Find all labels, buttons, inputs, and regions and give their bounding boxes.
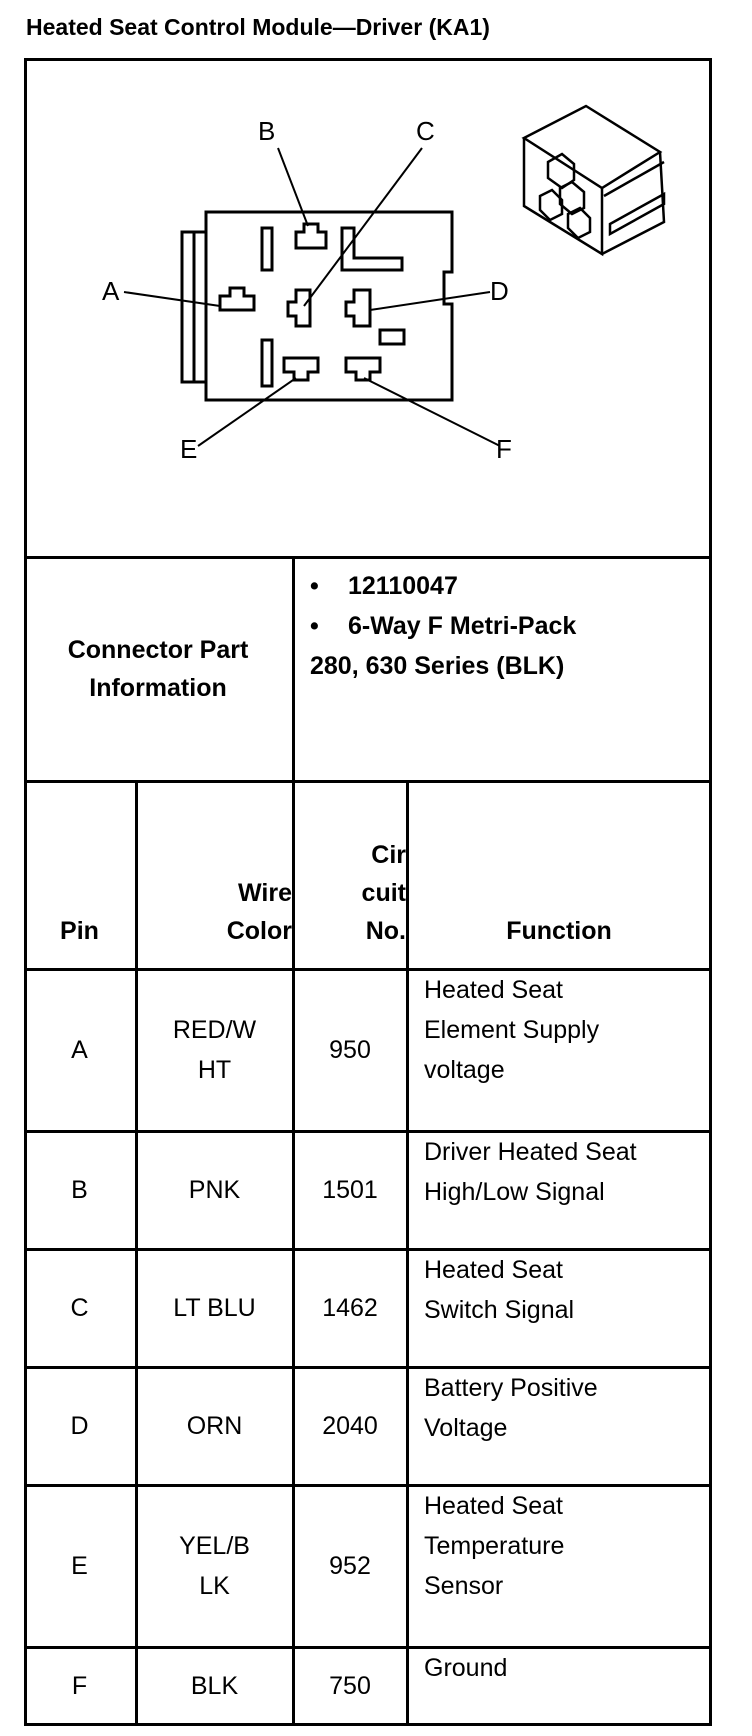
table-cell-line: Heated Seat xyxy=(424,1492,563,1520)
table-cell-line: Sensor xyxy=(424,1572,504,1600)
table-cell-line: A xyxy=(71,1036,88,1064)
header-wire-color: Wire Color xyxy=(226,879,292,945)
table-cell-line: Heated Seat xyxy=(424,1256,563,1284)
pin-label-a: A xyxy=(102,276,120,306)
table-cell-line: PNK xyxy=(188,1176,241,1204)
table-cell-line: BLK xyxy=(190,1671,239,1700)
table-cell-line: High/Low Signal xyxy=(424,1178,605,1206)
pin-label-d: D xyxy=(490,276,509,306)
table-cell-line: LT BLU xyxy=(173,1294,256,1322)
table-cell-pin xyxy=(24,1486,135,1646)
table-cell-line: Heated Seat xyxy=(424,976,563,1004)
part-number: 12110047 xyxy=(348,572,458,600)
table-cell-line: RED/W xyxy=(172,1016,257,1044)
table-cell-wire xyxy=(137,1250,292,1366)
table-cell-line: Element Supply xyxy=(424,1016,600,1044)
table-cell-pin xyxy=(24,1132,135,1248)
connector-series: 280, 630 Series (BLK) xyxy=(310,652,565,680)
page-title: Heated Seat Control Module—Driver (KA1) xyxy=(26,14,490,40)
table-cell-line: LK xyxy=(199,1572,230,1600)
table-cell-line: B xyxy=(71,1176,88,1204)
table-cell-wire xyxy=(137,1486,292,1646)
table-cell-line: Ground xyxy=(424,1654,508,1682)
table-cell-line: HT xyxy=(197,1056,232,1084)
table-cell-line: 750 xyxy=(329,1671,371,1700)
table-cell-line: Battery Positive xyxy=(424,1374,598,1402)
connector-part-label-line2: Information xyxy=(89,674,227,702)
table-cell-wire xyxy=(137,970,292,1130)
header-function: Function xyxy=(506,917,612,945)
header-circuit-no: Cir cuit No. xyxy=(361,841,406,945)
pin-label-f: F xyxy=(496,434,512,464)
table-cell-line: 1501 xyxy=(322,1176,378,1204)
table-cell-line: voltage xyxy=(424,1056,505,1084)
table-cell-line: 2040 xyxy=(322,1412,378,1440)
table-cell-function xyxy=(408,1368,710,1484)
table-cell-circuit xyxy=(294,1486,406,1646)
table-cell-wire xyxy=(137,1368,292,1484)
table-cell-wire xyxy=(137,1132,292,1248)
table-cell-pin xyxy=(24,970,135,1130)
connector-info-frame xyxy=(24,58,712,1726)
table-cell-line: C xyxy=(70,1294,89,1322)
table-cell-line: Temperature xyxy=(424,1532,565,1560)
pin-label-b: B xyxy=(258,116,276,146)
table-cell-line: 1462 xyxy=(322,1294,378,1322)
table-cell-circuit xyxy=(294,1132,406,1248)
table-cell-function xyxy=(408,1486,710,1646)
table-cell-wire xyxy=(137,1648,292,1723)
table-cell-line: YEL/B xyxy=(179,1532,250,1560)
table-cell-pin xyxy=(24,1250,135,1366)
table-cell-circuit xyxy=(294,1648,406,1723)
table-cell-pin xyxy=(24,1368,135,1484)
table-cell-line: 952 xyxy=(329,1552,371,1580)
header-pin: Pin xyxy=(60,917,99,945)
table-cell-pin xyxy=(24,1648,135,1723)
pin-label-c: C xyxy=(416,116,435,146)
table-cell-line: F xyxy=(71,1671,88,1700)
connector-part-label xyxy=(24,558,292,780)
table-cell-function xyxy=(408,1132,710,1248)
table-cell-line: E xyxy=(71,1552,88,1580)
table-cell-function xyxy=(408,1250,710,1366)
table-cell-line: Switch Signal xyxy=(424,1296,575,1324)
table-cell-function xyxy=(408,1648,710,1723)
table-cell-line: 950 xyxy=(329,1036,371,1064)
table-cell-line: Voltage xyxy=(424,1414,508,1442)
table-cell-circuit xyxy=(294,1250,406,1366)
table-cell-line: Driver Heated Seat xyxy=(424,1138,637,1166)
connector-type: 6-Way F Metri-Pack xyxy=(348,612,577,640)
table-cell-circuit xyxy=(294,970,406,1130)
connector-part-details: • 12110047 • 6-Way F Metri-Pack 280, 630 Series (BLK) xyxy=(310,566,576,686)
pin-label-e: E xyxy=(180,434,198,464)
table-cell-line: ORN xyxy=(186,1412,243,1440)
table-cell-line: D xyxy=(70,1412,89,1440)
connector-part-label-line1: Connector Part xyxy=(67,636,249,664)
table-cell-circuit xyxy=(294,1368,406,1484)
table-cell-function xyxy=(408,970,710,1130)
